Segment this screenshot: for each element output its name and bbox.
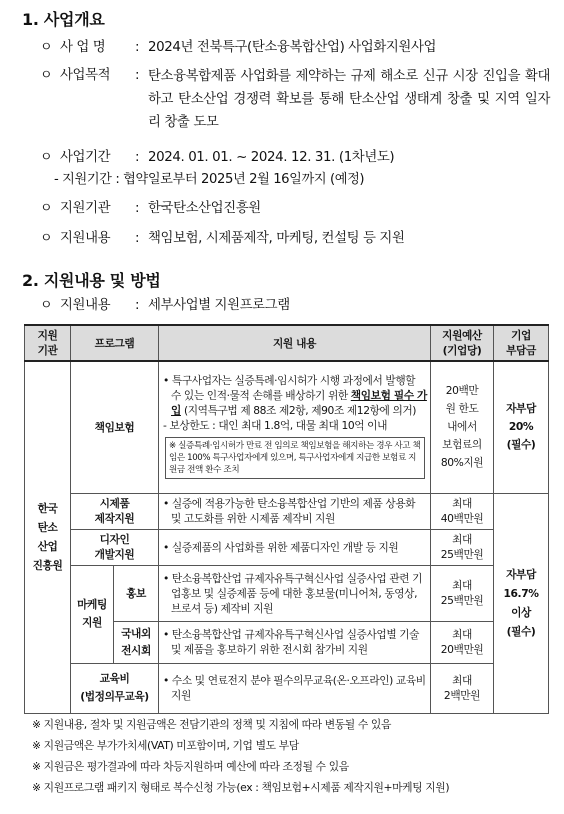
- sub-item-prefix: -: [54, 172, 59, 187]
- cell-program-design: 디자인 개발지원: [71, 529, 159, 565]
- cell-program-prototype: 시제품 제작지원: [71, 493, 159, 529]
- table-row-prototype: [25, 493, 549, 529]
- cell-content-insurance: [159, 361, 431, 493]
- item-project-purpose: [40, 65, 550, 131]
- section-1-title: 1. 사업개요: [22, 10, 105, 29]
- circle-bullet-icon: ㅇ: [40, 201, 53, 216]
- sub-item-separator: :: [115, 172, 120, 187]
- header-program: 프로그램: [71, 325, 159, 361]
- cell-program-marketing: 마케팅 지원: [71, 565, 114, 663]
- table-row-marketing-pr: [25, 565, 549, 621]
- support-program-table: [24, 324, 549, 714]
- item-separator: :: [135, 298, 140, 313]
- bullet-dot-icon: •: [163, 674, 169, 687]
- bullet-dot-icon: •: [163, 540, 169, 554]
- bullet-dot-icon: •: [163, 628, 169, 641]
- circle-bullet-icon: ㅇ: [40, 68, 53, 83]
- item-value: 책임보험, 시제품제작, 마케팅, 컨설팅 등 지원: [148, 231, 405, 246]
- header-content: 지원 내용: [159, 325, 431, 361]
- item-label: 지원내용: [60, 231, 111, 246]
- item-label: 사업기간: [60, 150, 111, 165]
- cell-budget-education: 최대 2백만원: [431, 663, 494, 713]
- table-row-education: [25, 663, 549, 713]
- table-row-design: [25, 529, 549, 565]
- cell-agency: 한국 탄소 산업 진흥원: [25, 361, 71, 713]
- insurance-note-box: ※ 실증특례·임시허가 만료 전 임의로 책임보험을 해지하는 경우 사고 책임은 100% 특구사업자에게 있으며, 특구사업자에게 지급한 보험료 지원금 전액 환수 조치: [165, 437, 425, 479]
- cell-budget-pr: 최대 25백만원: [431, 565, 494, 621]
- footnote-1: ※ 지원내용, 절차 및 지원금액은 전담기관의 정책 및 지침에 따라 변동될 수 있음: [32, 718, 391, 731]
- sub-item-support-period: [54, 169, 364, 190]
- item-label: 지원기관: [60, 201, 111, 216]
- cell-budget-design: 최대 25백만원: [431, 529, 494, 565]
- cell-burden-insurance: 자부담 20% (필수): [494, 361, 549, 493]
- cell-subprogram-exhibition: 국내외 전시회: [114, 621, 159, 663]
- sub-item-value: 협약일로부터 2025년 2월 16일까지 (예정): [123, 172, 365, 187]
- sub-item-label: 지원기간: [62, 172, 112, 187]
- item-value: 2024. 01. 01. ~ 2024. 12. 31. (1차년도): [148, 150, 395, 165]
- circle-bullet-icon: ㅇ: [40, 298, 53, 313]
- cell-budget-exhibition: 최대 20백만원: [431, 621, 494, 663]
- item-value: 탄소융복합제품 사업화를 제약하는 규제 해소로 신규 시장 진입을 확대하고 탄소산업 경쟁력 확보를 통해 탄소산업 생태계 창출 및 지역 일자리 창출 도모: [148, 69, 550, 130]
- bullet-dot-icon: •: [163, 497, 169, 510]
- cell-content-exhibition: [159, 621, 431, 663]
- table-row-insurance: [25, 361, 549, 493]
- item-value: 세부사업별 지원프로그램: [148, 298, 290, 313]
- cell-program-insurance: 책임보험: [71, 361, 159, 493]
- insurance-main-text: [163, 373, 427, 418]
- cell-budget-prototype: 최대 40백만원: [431, 493, 494, 529]
- insurance-text-emphasis: 책임보험 필수 가입: [171, 389, 427, 418]
- footnote-2: ※ 지원금액은 부가가치세(VAT) 미포함이며, 기업 별도 부담: [32, 739, 299, 752]
- cell-subprogram-pr: 홍보: [114, 565, 159, 621]
- item-label: 사업목적: [60, 68, 111, 83]
- item-label: 사 업 명: [60, 40, 106, 55]
- header-budget: 지원예산 (기업당): [431, 325, 494, 361]
- circle-bullet-icon: ㅇ: [40, 150, 53, 165]
- item-value: 한국탄소산업진흥원: [148, 201, 261, 216]
- cell-content-design: [159, 529, 431, 565]
- design-text: 실증제품의 사업화를 위한 제품디자인 개발 등 지원: [171, 540, 399, 554]
- item-separator: :: [135, 201, 140, 216]
- cell-burden-shared: 자부담 16.7% 이상 (필수): [494, 493, 549, 713]
- cell-content-education: [159, 663, 431, 713]
- item-value: 2024년 전북특구(탄소융복합산업) 사업화지원사업: [148, 40, 437, 55]
- pr-text: 탄소융복합산업 규제자유특구혁신사업 실증사업 관련 기업홍보 및 실증제품 등에 대한 홍보물(미니어처, 동영상, 브로셔 등) 제작비 지원: [171, 571, 423, 615]
- item-label: 지원내용: [60, 298, 111, 313]
- item-separator: :: [135, 231, 140, 246]
- exhibition-text: 탄소융복합산업 규제자유특구혁신사업 실증사업별 기술 및 제품을 홍보하기 위한 전시회 참가비 지원: [171, 628, 420, 656]
- bullet-dot-icon: •: [163, 571, 169, 585]
- footnote-3: ※ 지원금은 평가결과에 따라 차등지원하며 예산에 따라 조정될 수 있음: [32, 760, 349, 773]
- education-text: 수소 및 연료전지 분야 필수의무교육(온·오프라인) 교육비 지원: [171, 674, 426, 702]
- cell-program-education: 교육비 (법정의무교육): [71, 663, 159, 713]
- item-separator: :: [135, 40, 140, 55]
- table-header-row: [25, 325, 549, 361]
- insurance-limit-text: - 보상한도 : 대인 최대 1.8억, 대물 최대 10억 이내: [163, 419, 388, 433]
- footnote-4: ※ 지원프로그램 패키지 형태로 복수신청 가능(ex : 책임보험+시제품 제작지원+마케팅 지원): [32, 781, 450, 794]
- circle-bullet-icon: ㅇ: [40, 231, 53, 246]
- header-agency: 지원 기관: [25, 325, 71, 361]
- insurance-text-pre: 특구사업자는 실증특례·임시허가 시행 과정에서 발행할 수 있는 인적·물적 손해를 배상하기 위한: [171, 374, 416, 403]
- cell-content-pr: [159, 565, 431, 621]
- cell-content-prototype: [159, 493, 431, 529]
- circle-bullet-icon: ㅇ: [40, 40, 53, 55]
- section-2-title: 2. 지원내용 및 방법: [22, 271, 161, 290]
- bullet-dot-icon: •: [163, 374, 169, 388]
- item-separator: :: [135, 150, 140, 165]
- item-separator: :: [135, 68, 140, 83]
- cell-budget-insurance: 20백만 원 한도 내에서 보험료의 80%지원: [431, 361, 494, 493]
- header-burden: 기업 부담금: [494, 325, 549, 361]
- insurance-text-post: (지역특구법 제 88조 제2항, 제90조 제12항에 의거): [180, 404, 417, 418]
- prototype-text: 실증에 적용가능한 탄소융복합산업 기반의 제품 상용화 및 고도화를 위한 시제품 제작비 지원: [171, 497, 416, 525]
